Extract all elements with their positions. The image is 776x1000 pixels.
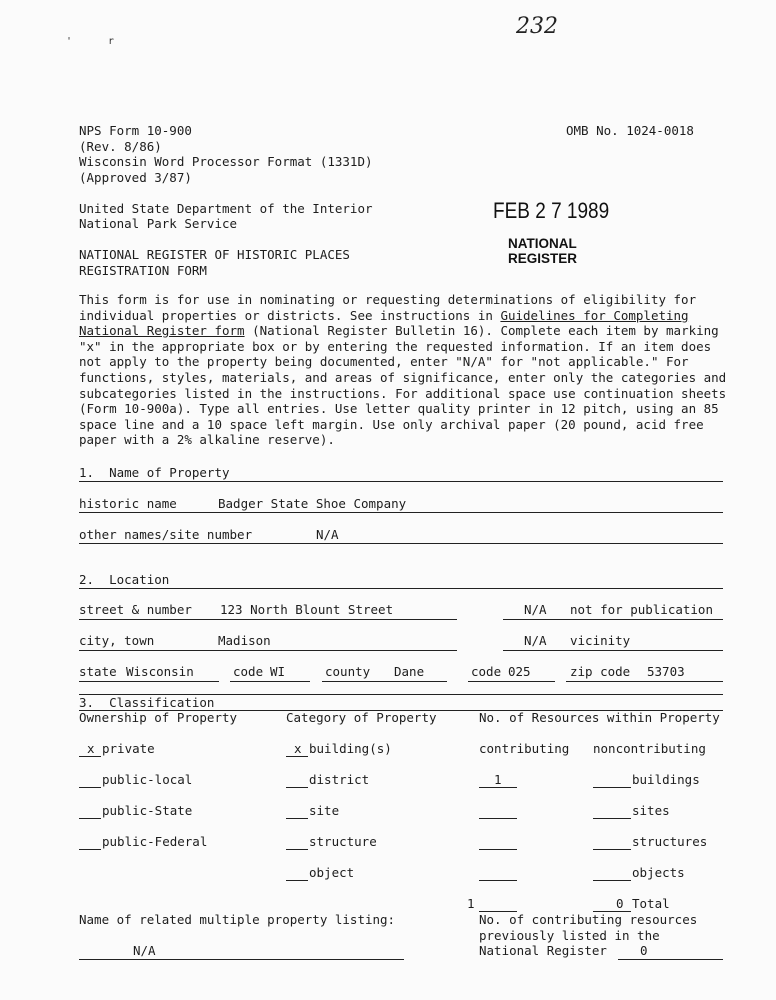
register-title: NATIONAL REGISTER OF HISTORIC PLACES — [79, 247, 350, 262]
ownership-private-blank — [79, 756, 101, 757]
omb-number: OMB No. 1024-0018 — [566, 123, 694, 138]
instructions-text-1: This form is for use in nominating or requesting determinations of eligibility for individual properties or districts. See instructions in — [79, 292, 697, 323]
section-1-heading: 1. Name of Property — [79, 465, 230, 480]
ownership-private-label: private — [102, 741, 155, 756]
category-object-label: object — [309, 865, 355, 880]
category-header: Category of Property — [286, 710, 437, 725]
other-names-value: N/A — [316, 527, 339, 542]
category-district-blank — [286, 787, 308, 788]
form-revision: (Rev. 8/86) — [79, 139, 162, 154]
multiple-listing-label: Name of related multiple property listing: — [79, 912, 396, 927]
historic-name-value: Badger State Shoe Company — [218, 496, 407, 511]
category-building-blank — [286, 756, 308, 757]
total-label: Total — [632, 896, 670, 911]
state-code-value: WI — [270, 664, 286, 679]
street-rule-left — [79, 619, 457, 620]
sites-label: sites — [632, 803, 670, 818]
county-code-value: 025 — [508, 664, 531, 679]
zip-value: 53703 — [647, 664, 685, 679]
buildings-contributing-blank — [479, 787, 517, 788]
objects-noncontributing-blank — [593, 880, 631, 881]
structures-label: structures — [632, 834, 708, 849]
scan-speck-left: ' — [66, 36, 73, 47]
stamp-register: REGISTER — [508, 251, 578, 266]
ownership-header: Ownership of Property — [79, 710, 238, 725]
state-rule-a — [79, 681, 219, 682]
city-na: N/A — [524, 633, 547, 648]
buildings-contributing: 1 — [494, 772, 502, 787]
received-date-stamp: FEB 2 7 1989 — [493, 199, 610, 224]
section-2-rule — [79, 588, 723, 589]
multiple-listing-rule — [79, 959, 404, 960]
street-label: street & number — [79, 602, 192, 617]
sites-contributing-blank — [479, 818, 517, 819]
city-rule-left — [79, 650, 457, 651]
state-code-label: code — [233, 664, 264, 679]
not-for-publication-label: not for publication — [570, 602, 713, 617]
buildings-label: buildings — [632, 772, 700, 787]
city-rule-right — [503, 650, 723, 651]
handwritten-page-number: 232 — [516, 14, 558, 39]
state-rule-e — [566, 681, 723, 682]
section-2-heading: 2. Location — [79, 572, 170, 587]
section-1-rule — [79, 481, 723, 482]
previously-listed-line-2: previously listed in the — [479, 928, 660, 943]
scan-speck-left-2: r — [108, 36, 115, 47]
sites-noncontributing-blank — [593, 818, 631, 819]
form-number: NPS Form 10-900 — [79, 123, 192, 138]
category-building-mark: x — [294, 741, 302, 756]
stamp-national: NATIONAL — [508, 236, 577, 251]
historic-name-rule — [79, 512, 723, 513]
county-code-label: code — [471, 664, 502, 679]
street-na: N/A — [524, 602, 547, 617]
city-value: Madison — [218, 633, 271, 648]
other-names-rule — [79, 543, 723, 544]
buildings-noncontributing-blank — [593, 787, 631, 788]
form-format: Wisconsin Word Processor Format (1331D) — [79, 154, 373, 169]
national-register-label: National Register — [479, 943, 607, 958]
zip-label: zip code — [570, 664, 631, 679]
category-site-label: site — [309, 803, 340, 818]
form-title: REGISTRATION FORM — [79, 263, 207, 278]
noncontributing-header: noncontributing — [593, 741, 706, 756]
objects-contributing-blank — [479, 880, 517, 881]
category-building-label: building(s) — [309, 741, 392, 756]
street-value: 123 North Blount Street — [220, 602, 394, 617]
county-label: county — [325, 664, 371, 679]
ownership-public-state-blank — [79, 818, 101, 819]
structures-noncontributing-blank — [593, 849, 631, 850]
ownership-public-state-label: public-State — [102, 803, 193, 818]
historic-name-label: historic name — [79, 496, 177, 511]
category-site-blank — [286, 818, 308, 819]
instructions-paragraph — [79, 292, 729, 448]
previously-listed-blank — [618, 959, 723, 960]
department: United State Department of the Interior — [79, 201, 373, 216]
ownership-public-federal-blank — [79, 849, 101, 850]
ownership-private-mark: x — [87, 741, 95, 756]
county-value: Dane — [394, 664, 425, 679]
state-value: Wisconsin — [126, 664, 194, 679]
category-object-blank — [286, 880, 308, 881]
other-names-label: other names/site number — [79, 527, 253, 542]
state-label: state — [79, 664, 117, 679]
resources-header: No. of Resources within Property — [479, 710, 720, 725]
ownership-public-local-label: public-local — [102, 772, 193, 787]
ownership-public-federal-label: public-Federal — [102, 834, 208, 849]
previously-listed-line-1: No. of contributing resources — [479, 912, 698, 927]
category-structure-blank — [286, 849, 308, 850]
state-rule-c — [322, 681, 447, 682]
form-approved: (Approved 3/87) — [79, 170, 192, 185]
category-structure-label: structure — [309, 834, 377, 849]
guidelines-reference: Guidelines for Completing National Register form — [79, 307, 689, 339]
total-contributing: 1 — [467, 896, 475, 911]
contributing-header: contributing — [479, 741, 570, 756]
instructions-text-2: (National Register Bulletin 16). Complete each item by marking "x" in the appropriate box or by entering the requested information. If an item does not apply to the property being documented, enter "N/A" for "not applicable." For functions, styles, materials, and areas of significance, enter only the categories and subcategories listed in the instructions. For additional space use continuation sheets (Form 10-900a). Type all entries. Use letter quality printer in 12 pitch, using an 85 space line and a 10 space left margin. Use only archival paper (20 pound, acid free paper with a 2% alkaline reserve). — [79, 323, 727, 448]
vicinity-label: vicinity — [570, 633, 631, 648]
category-district-label: district — [309, 772, 370, 787]
objects-label: objects — [632, 865, 685, 880]
street-rule-right — [503, 619, 723, 620]
multiple-listing-value: N/A — [133, 943, 156, 958]
structures-contributing-blank — [479, 849, 517, 850]
section-3-heading: 3. Classification — [79, 695, 215, 710]
city-label: city, town — [79, 633, 155, 648]
state-rule-b — [230, 681, 310, 682]
agency: National Park Service — [79, 216, 238, 231]
total-noncontributing: 0 — [616, 896, 624, 911]
state-rule-d — [468, 681, 555, 682]
ownership-public-local-blank — [79, 787, 101, 788]
previously-listed-count: 0 — [640, 943, 648, 958]
